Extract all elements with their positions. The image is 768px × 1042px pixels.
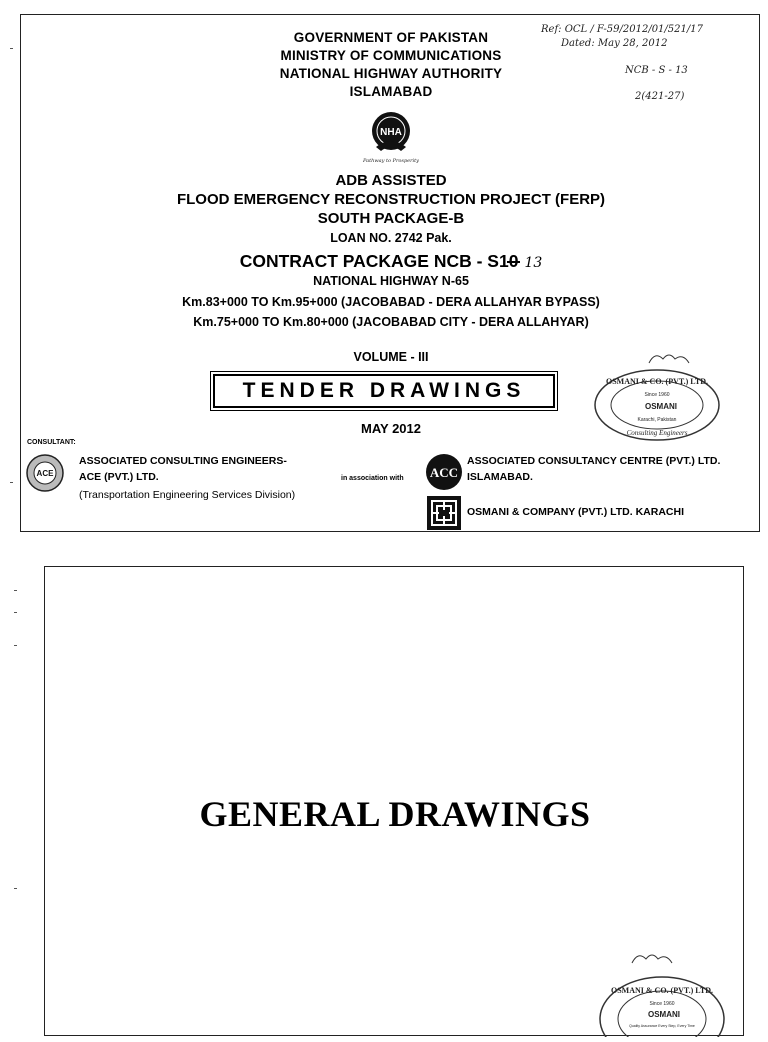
national-highway: NATIONAL HIGHWAY N-65 <box>313 274 469 288</box>
ace-name-line2: ACE (PVT.) LTD. <box>79 471 159 483</box>
acc-city: ISLAMABAD. <box>467 471 533 483</box>
scan-mark <box>10 482 13 483</box>
project-line-ferp: FLOOD EMERGENCY RECONSTRUCTION PROJECT (FERP) <box>176 191 606 208</box>
scan-mark <box>14 590 17 591</box>
in-association-text: in association with <box>341 475 404 482</box>
handwritten-reference: Ref: OCL / F-59/2012/01/521/17 <box>541 24 703 35</box>
nha-logo-text: NHA <box>380 127 402 138</box>
nha-emblem-icon <box>361 107 421 165</box>
stamp-brand: OSMANI <box>645 402 677 411</box>
ace-name: ASSOCIATED CONSULTING ENGINEERS- <box>79 455 287 467</box>
km-range-bypass: Km.83+000 TO Km.95+000 (JACOBABAD - DERA ALLAHYAR BYPASS) <box>182 295 600 309</box>
stamp-city: Karachi, Pakistan <box>637 417 677 423</box>
project-line-package: SOUTH PACKAGE-B <box>317 210 465 227</box>
osmani-maze-icon <box>427 496 461 530</box>
contract-package <box>21 251 761 272</box>
tender-drawings-title: TENDER DRAWINGS <box>213 374 555 408</box>
scan-mark <box>14 888 17 889</box>
stamp-top-text: OSMANI & CO. (PVT.) LTD. <box>605 377 709 386</box>
consultant-label: CONSULTANT: <box>27 439 76 446</box>
osmani-stamp <box>589 347 729 443</box>
ace-logo <box>25 453 65 493</box>
scan-mark <box>10 48 13 49</box>
stamp2-top-text: OSMANI & CO. (PVT.) LTD. <box>610 986 714 995</box>
acc-logo-text: ACC <box>429 465 459 480</box>
contract-struck-digit: 0 <box>508 251 519 271</box>
header-line-government: GOVERNMENT OF PAKISTAN <box>293 30 489 45</box>
nha-logo <box>361 107 421 165</box>
acc-name: ASSOCIATED CONSULTANCY CENTRE (PVT.) LTD. <box>467 455 721 467</box>
nha-motto: Pathway to Prosperity <box>363 158 419 164</box>
handwritten-code: NCB - S - 13 <box>625 65 688 76</box>
osmani-logo <box>427 496 461 530</box>
ace-logo-text: ACE <box>36 469 54 478</box>
header-line-ministry: MINISTRY OF COMMUNICATIONS <box>280 48 502 63</box>
ace-seal-icon <box>25 453 65 493</box>
acc-circle-icon <box>425 453 463 491</box>
scan-mark <box>14 645 17 646</box>
scan-mark <box>14 612 17 613</box>
stamp-seal-icon <box>589 347 729 443</box>
stamp2-tagline: Quality Assurance Every Step, Every Time <box>629 1024 695 1028</box>
stamp2-brand: OSMANI <box>648 1010 680 1019</box>
volume-label: VOLUME - III <box>353 350 429 364</box>
cover-page <box>20 14 760 532</box>
ace-division: (Transportation Engineering Services Division) <box>79 489 296 501</box>
osmani-name: OSMANI & COMPANY (PVT.) LTD. KARACHI <box>467 506 684 518</box>
contract-handwritten-number: 13 <box>524 255 543 271</box>
issue-date: MAY 2012 <box>361 421 421 436</box>
stamp-bottom-text: Consulting Engineers <box>626 429 688 437</box>
stamp2-since: Since 1960 <box>649 1001 675 1007</box>
general-drawings-page <box>44 566 744 1036</box>
stamp-since: Since 1960 <box>644 392 670 398</box>
handwritten-date: Dated: May 28, 2012 <box>561 38 668 49</box>
loan-number: LOAN NO. 2742 Pak. <box>330 231 452 245</box>
general-drawings-title: GENERAL DRAWINGS <box>199 794 591 834</box>
project-line-adb: ADB ASSISTED <box>335 172 447 189</box>
header-line-authority: NATIONAL HIGHWAY AUTHORITY <box>279 66 503 81</box>
acc-logo <box>425 453 463 491</box>
km-range-city: Km.75+000 TO Km.80+000 (JACOBABAD CITY - DERA ALLAHYAR) <box>193 315 589 329</box>
contract-package-text: CONTRACT PACKAGE NCB - S1 <box>239 251 509 271</box>
header-line-city: ISLAMABAD <box>349 84 433 99</box>
handwritten-pages: 2(421-27) <box>635 91 685 102</box>
